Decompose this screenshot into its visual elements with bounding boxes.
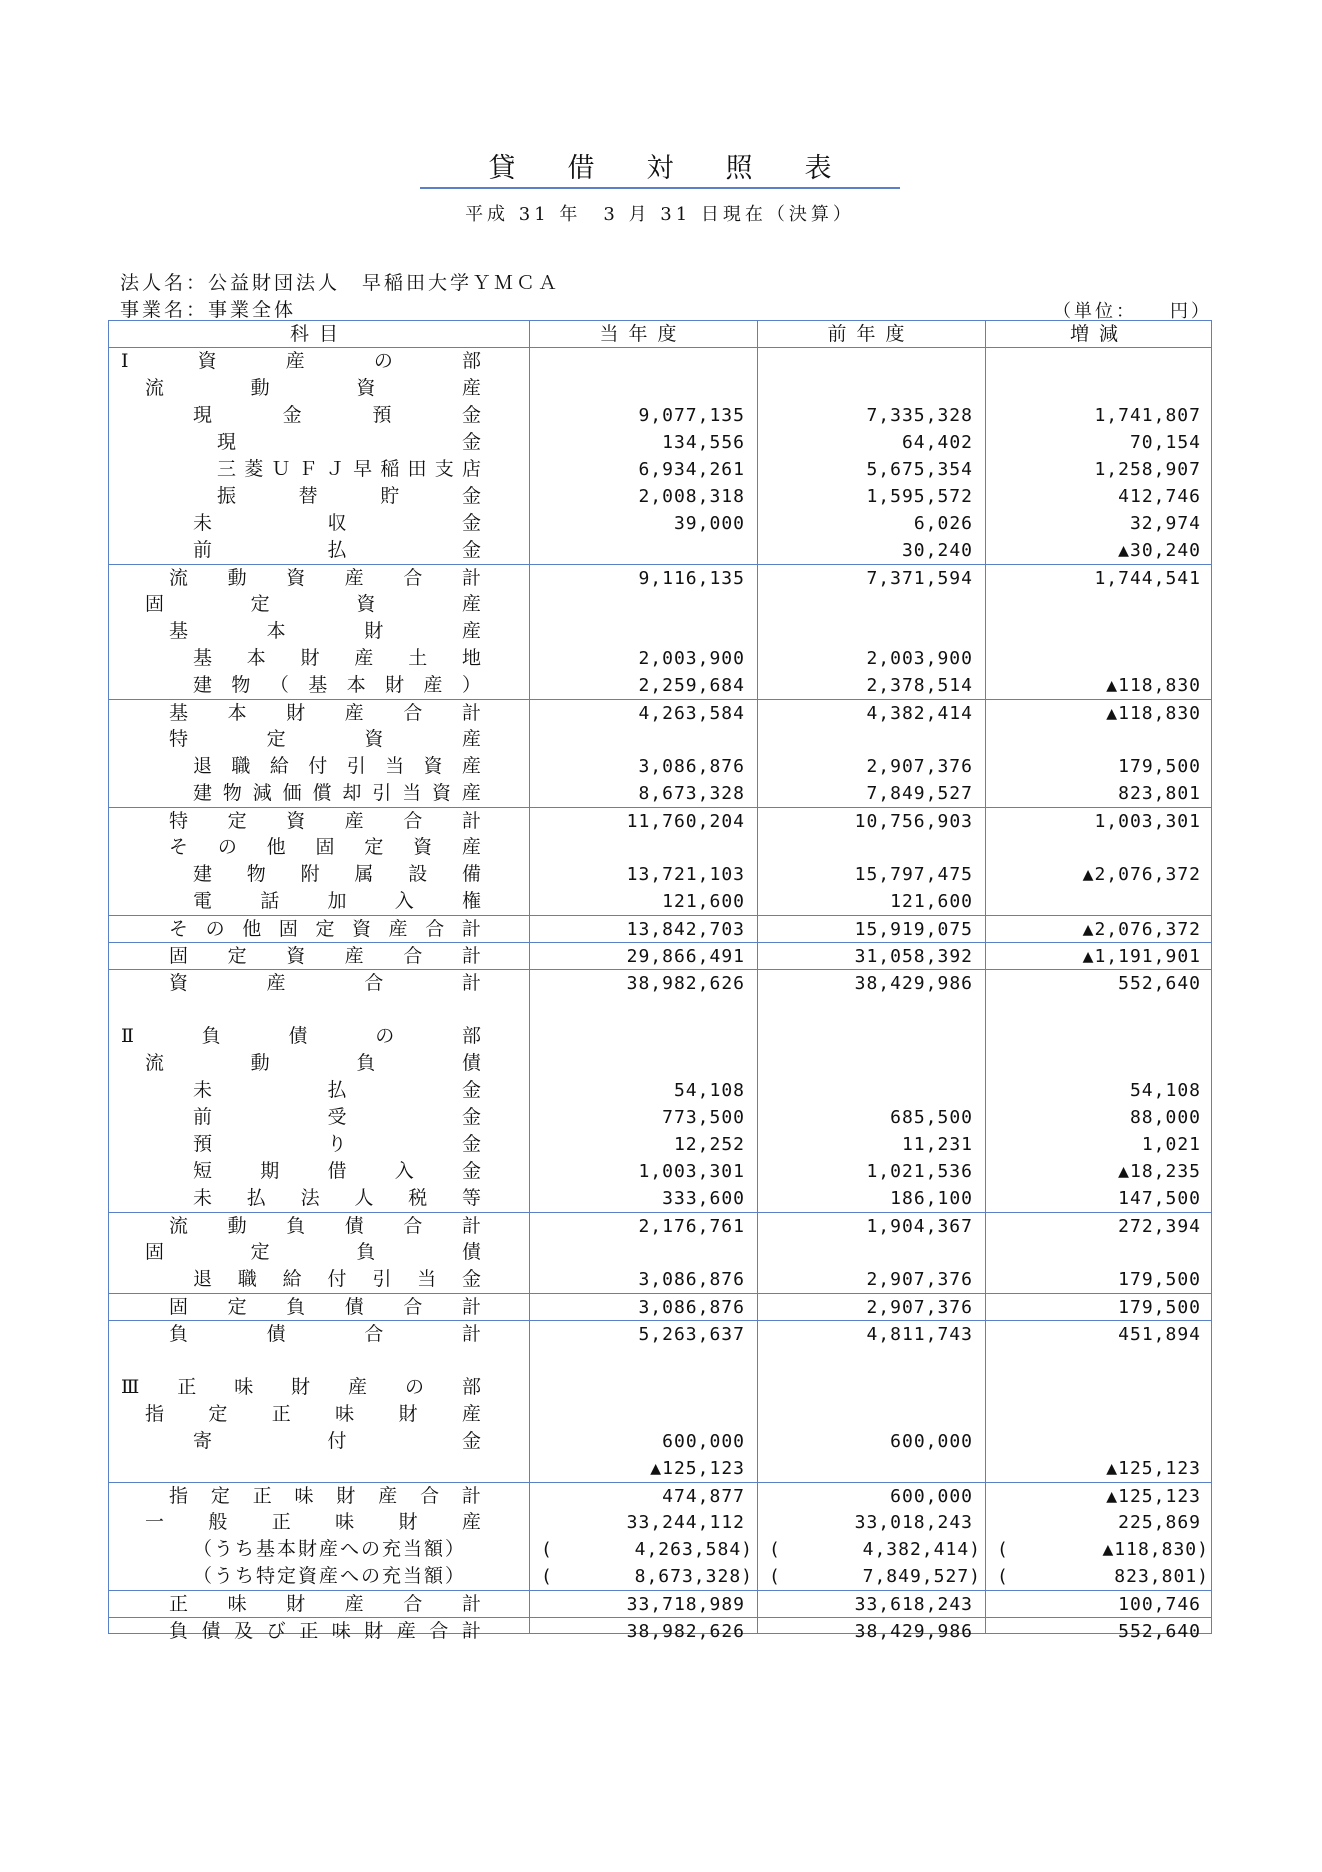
row-label: 三 菱 Ｕ Ｆ Ｊ 早 稲 田 支 店 — [217, 458, 481, 480]
change-value: 1,741,807 — [1094, 405, 1201, 426]
row-label: （うち特定資産への充当額） — [193, 1565, 467, 1587]
row-label: 負 債 及 び 正 味 財 産 合 計 — [169, 1620, 481, 1642]
change-value — [985, 1023, 1201, 1050]
table-row — [109, 510, 1211, 537]
previous-year-value: 121,600 — [890, 891, 973, 912]
table-row — [109, 861, 1211, 888]
change-value: ▲1,191,901 — [1082, 946, 1201, 967]
change-value: ▲18,235 — [1118, 1161, 1201, 1182]
row-label: 預 り 金 — [193, 1133, 481, 1155]
previous-year-value: 4,811,743 — [866, 1324, 973, 1345]
table-row — [109, 996, 1211, 1023]
row-label: 固 定 負 債 合 計 — [169, 1296, 481, 1318]
row-label: 資 産 合 計 — [169, 972, 481, 994]
row-label: 固 定 資 産 — [145, 593, 481, 615]
change-value — [985, 375, 1201, 402]
change-value: 54,108 — [1129, 1080, 1201, 1101]
balance-sheet-table — [108, 320, 1212, 1642]
change-value — [985, 888, 1201, 915]
change-value: 179,500 — [1118, 1269, 1201, 1290]
previous-year-value — [757, 375, 973, 402]
previous-year-value: 7,335,328 — [866, 405, 973, 426]
row-label: 前 受 金 — [193, 1106, 481, 1128]
previous-year-value — [757, 1077, 973, 1104]
current-year-value: 12,252 — [673, 1134, 745, 1155]
current-year-value — [529, 1347, 745, 1374]
previous-year-value: 2,907,376 — [866, 1297, 973, 1318]
row-label: 現 金 預 金 — [193, 404, 481, 426]
table-row — [109, 618, 1211, 645]
current-year-value — [529, 591, 745, 618]
total-row — [109, 1482, 1211, 1510]
header-previous-year: 前年度 — [827, 323, 915, 345]
previous-year-value — [757, 1023, 973, 1050]
previous-year-value: 6,026 — [913, 513, 973, 534]
current-year-value: 1,003,301 — [638, 1161, 745, 1182]
row-label: 指 定 正 味 財 産 合 計 — [169, 1485, 481, 1507]
table-row — [109, 429, 1211, 456]
current-year-value: 38,982,626 — [626, 973, 745, 994]
previous-year-value: 33,618,243 — [854, 1594, 973, 1615]
row-label: 一 般 正 味 財 産 — [145, 1511, 481, 1533]
table-row — [109, 1239, 1211, 1266]
change-value — [985, 1401, 1201, 1428]
open-paren: ( — [769, 1566, 780, 1587]
change-value: ▲125,123 — [1106, 1486, 1201, 1507]
change-value: ▲118,830) — [1102, 1539, 1209, 1560]
row-label: 固 定 資 産 合 計 — [169, 945, 481, 967]
table-row — [109, 1509, 1211, 1536]
previous-year-value: 10,756,903 — [854, 811, 973, 832]
row-label: 退 職 給 付 引 当 資 産 — [193, 755, 481, 777]
table-row — [109, 1428, 1211, 1455]
change-value: ▲30,240 — [1118, 540, 1201, 561]
change-value — [985, 1347, 1201, 1374]
change-value: 88,000 — [1129, 1107, 1201, 1128]
previous-year-value — [757, 348, 973, 375]
change-value: ▲2,076,372 — [1082, 864, 1201, 885]
previous-year-value: 2,003,900 — [866, 648, 973, 669]
row-label: 基 本 財 産 土 地 — [193, 647, 481, 669]
row-label: 振 替 貯 金 — [217, 485, 481, 507]
row-label: 前 払 金 — [193, 539, 481, 561]
previous-year-value — [757, 1239, 973, 1266]
row-label: 特 定 資 産 合 計 — [169, 810, 481, 832]
row-label: 短 期 借 入 金 — [193, 1160, 481, 1182]
change-value: 823,801) — [1114, 1566, 1209, 1587]
current-year-value — [529, 1401, 745, 1428]
current-year-value: 5,263,637 — [638, 1324, 745, 1345]
table-row — [109, 780, 1211, 807]
row-label: 流 動 負 債 合 計 — [169, 1215, 481, 1237]
table-header — [109, 321, 1211, 348]
current-year-value: 6,934,261 — [638, 459, 745, 480]
header-change: 増減 — [1069, 323, 1128, 345]
row-label: そ の 他 固 定 資 産 — [169, 836, 481, 858]
as-of-date: 平成 31 年 3 月 31 日現在（決算） — [465, 204, 855, 225]
change-value: ▲118,830 — [1106, 703, 1201, 724]
row-label: 未 収 金 — [193, 512, 481, 534]
row-label: 建 物 （ 基 本 財 産 ） — [193, 674, 481, 696]
current-year-value: 3,086,876 — [638, 1297, 745, 1318]
row-label: 負 債 合 計 — [169, 1323, 481, 1345]
open-paren: ( — [997, 1539, 1008, 1560]
current-year-value — [529, 1239, 745, 1266]
open-paren: ( — [541, 1539, 552, 1560]
previous-year-value: 11,231 — [901, 1134, 973, 1155]
row-label: Ⅰ 資 産 の 部 — [121, 350, 481, 372]
row-label: そ の 他 固 定 資 産 合 計 — [169, 918, 481, 940]
row-label: （うち基本財産への充当額） — [193, 1538, 467, 1560]
previous-year-value: 5,675,354 — [866, 459, 973, 480]
current-year-value — [529, 996, 745, 1023]
row-label: 流 動 資 産 — [145, 377, 481, 399]
current-year-value: 9,077,135 — [638, 405, 745, 426]
row-label: 基 本 財 産 — [169, 620, 481, 642]
table-row — [109, 1266, 1211, 1293]
previous-year-value — [757, 1347, 973, 1374]
change-value: 1,744,541 — [1094, 568, 1201, 589]
total-row — [109, 1320, 1211, 1348]
table-row — [109, 591, 1211, 618]
current-year-value: 2,003,900 — [638, 648, 745, 669]
table-row — [109, 888, 1211, 915]
previous-year-value: 1,595,572 — [866, 486, 973, 507]
previous-year-value — [757, 1050, 973, 1077]
change-value — [985, 726, 1201, 753]
change-value: 823,801 — [1118, 783, 1201, 804]
row-label: 指 定 正 味 財 産 — [145, 1403, 481, 1425]
table-row — [109, 402, 1211, 429]
previous-year-value: 7,849,527 — [866, 783, 973, 804]
table-row — [109, 726, 1211, 753]
current-year-value: 54,108 — [673, 1080, 745, 1101]
row-label: 流 動 資 産 合 計 — [169, 567, 481, 589]
previous-year-value — [757, 1401, 973, 1428]
current-year-value: 2,259,684 — [638, 675, 745, 696]
current-year-value: 333,600 — [662, 1188, 745, 1209]
row-label: 建 物 減 価 償 却 引 当 資 産 — [193, 782, 481, 804]
current-year-value: 9,116,135 — [638, 568, 745, 589]
table-row — [109, 1374, 1211, 1401]
change-value — [985, 996, 1201, 1023]
table-row — [109, 753, 1211, 780]
document-title: 貸借対照表 — [420, 152, 900, 189]
current-year-value: 33,244,112 — [626, 1512, 745, 1533]
total-row — [109, 564, 1211, 592]
previous-year-value: 685,500 — [890, 1107, 973, 1128]
current-year-value: 38,982,626 — [626, 1621, 745, 1642]
header-item: 科目 — [289, 323, 348, 345]
previous-year-value: 15,797,475 — [854, 864, 973, 885]
table-row — [109, 348, 1211, 375]
previous-year-value: 7,849,527) — [862, 1566, 981, 1587]
current-year-value: ▲125,123 — [650, 1458, 745, 1479]
table-row — [109, 1347, 1211, 1374]
current-year-value — [529, 1050, 745, 1077]
row-label: 流 動 負 債 — [145, 1052, 481, 1074]
change-value: 1,003,301 — [1094, 811, 1201, 832]
row-label: Ⅲ 正 味 財 産 の 部 — [121, 1376, 481, 1398]
previous-year-value — [757, 1374, 973, 1401]
open-paren: ( — [541, 1566, 552, 1587]
current-year-value: 600,000 — [662, 1431, 745, 1452]
current-year-value: 773,500 — [662, 1107, 745, 1128]
open-paren: ( — [769, 1539, 780, 1560]
previous-year-value: 38,429,986 — [854, 973, 973, 994]
current-year-value: 33,718,989 — [626, 1594, 745, 1615]
table-row — [109, 1104, 1211, 1131]
current-year-value: 474,877 — [662, 1486, 745, 1507]
current-year-value: 2,176,761 — [638, 1216, 745, 1237]
table-row — [109, 1131, 1211, 1158]
previous-year-value — [757, 1455, 973, 1482]
previous-year-value: 600,000 — [890, 1431, 973, 1452]
current-year-value: 3,086,876 — [638, 1269, 745, 1290]
table-row — [109, 645, 1211, 672]
previous-year-value: 600,000 — [890, 1486, 973, 1507]
change-value: 179,500 — [1118, 756, 1201, 777]
previous-year-value: 64,402 — [901, 432, 973, 453]
change-value — [985, 834, 1201, 861]
total-row — [109, 699, 1211, 727]
current-year-value — [529, 375, 745, 402]
row-label: 正 味 財 産 合 計 — [169, 1593, 481, 1615]
change-value — [985, 1050, 1201, 1077]
current-year-value: 29,866,491 — [626, 946, 745, 967]
table-row — [109, 375, 1211, 402]
previous-year-value: 1,904,367 — [866, 1216, 973, 1237]
current-year-value — [529, 618, 745, 645]
total-row — [109, 1293, 1211, 1321]
current-year-value: 3,086,876 — [638, 756, 745, 777]
change-value: ▲2,076,372 — [1082, 919, 1201, 940]
change-value: 1,021 — [1141, 1134, 1201, 1155]
previous-year-value: 31,058,392 — [854, 946, 973, 967]
previous-year-value: 33,018,243 — [854, 1512, 973, 1533]
previous-year-value: 7,371,594 — [866, 568, 973, 589]
change-value: ▲125,123 — [1106, 1458, 1201, 1479]
current-year-value: 13,721,103 — [626, 864, 745, 885]
change-value: 70,154 — [1129, 432, 1201, 453]
row-label: 建 物 附 属 設 備 — [193, 863, 481, 885]
row-label: 未 払 金 — [193, 1079, 481, 1101]
row-label: 基 本 財 産 合 計 — [169, 702, 481, 724]
previous-year-value: 186,100 — [890, 1188, 973, 1209]
total-row — [109, 1212, 1211, 1240]
change-value: 179,500 — [1118, 1297, 1201, 1318]
change-value: 272,394 — [1118, 1216, 1201, 1237]
current-year-value: 4,263,584) — [634, 1539, 753, 1560]
change-value: ▲118,830 — [1106, 675, 1201, 696]
row-label: 特 定 資 産 — [169, 728, 481, 750]
previous-year-value: 2,378,514 — [866, 675, 973, 696]
change-value — [985, 348, 1201, 375]
change-value — [985, 1239, 1201, 1266]
row-label: 寄 付 金 — [193, 1430, 481, 1452]
header-current-year: 当年度 — [599, 323, 687, 345]
previous-year-value: 4,382,414 — [866, 703, 973, 724]
current-year-value: 134,556 — [662, 432, 745, 453]
current-year-value — [529, 726, 745, 753]
table-row — [109, 672, 1211, 699]
total-row — [109, 969, 1211, 997]
total-row — [109, 942, 1211, 970]
row-label: Ⅱ 負 債 の 部 — [121, 1025, 481, 1047]
current-year-value — [529, 348, 745, 375]
previous-year-value — [757, 591, 973, 618]
change-value: 1,258,907 — [1094, 459, 1201, 480]
row-label: 未 払 法 人 税 等 — [193, 1187, 481, 1209]
previous-year-value: 30,240 — [901, 540, 973, 561]
table-row — [109, 1158, 1211, 1185]
change-value — [985, 1428, 1201, 1455]
current-year-value: 2,008,318 — [638, 486, 745, 507]
current-year-value: 11,760,204 — [626, 811, 745, 832]
table-row — [109, 1050, 1211, 1077]
current-year-value: 8,673,328 — [638, 783, 745, 804]
table-row — [109, 1455, 1211, 1482]
previous-year-value — [757, 996, 973, 1023]
change-value: 451,894 — [1118, 1324, 1201, 1345]
previous-year-value — [757, 834, 973, 861]
current-year-value — [529, 834, 745, 861]
previous-year-value: 2,907,376 — [866, 1269, 973, 1290]
current-year-value — [529, 1023, 745, 1050]
row-label: 固 定 負 債 — [145, 1241, 481, 1263]
table-row — [109, 1077, 1211, 1104]
table-row — [109, 1023, 1211, 1050]
current-year-value — [529, 1374, 745, 1401]
previous-year-value: 1,021,536 — [866, 1161, 973, 1182]
unit-label: （単位： 円） — [1053, 301, 1212, 322]
row-label: 電 話 加 入 権 — [193, 890, 481, 912]
corporation-name: 法人名：公益財団法人 早稲田大学ＹＭＣＡ — [120, 272, 561, 294]
change-value — [985, 1374, 1201, 1401]
total-row — [109, 1617, 1211, 1645]
open-paren: ( — [997, 1566, 1008, 1587]
current-year-value — [529, 537, 745, 564]
row-label: 現 金 — [217, 431, 481, 453]
row-label: 退 職 給 付 引 当 金 — [193, 1268, 481, 1290]
change-value: 100,746 — [1118, 1594, 1201, 1615]
table-row — [109, 1563, 1211, 1590]
table-row — [109, 1536, 1211, 1563]
table-row — [109, 456, 1211, 483]
change-value — [985, 618, 1201, 645]
total-row — [109, 915, 1211, 943]
previous-year-value: 2,907,376 — [866, 756, 973, 777]
current-year-value: 39,000 — [673, 513, 745, 534]
previous-year-value: 4,382,414) — [862, 1539, 981, 1560]
table-row — [109, 834, 1211, 861]
change-value: 147,500 — [1118, 1188, 1201, 1209]
change-value: 552,640 — [1118, 973, 1201, 994]
previous-year-value — [757, 726, 973, 753]
business-name: 事業名：事業全体 — [120, 299, 297, 321]
change-value — [985, 591, 1201, 618]
change-value: 32,974 — [1129, 513, 1201, 534]
table-row — [109, 1185, 1211, 1212]
change-value: 412,746 — [1118, 486, 1201, 507]
table-row — [109, 537, 1211, 564]
change-value: 225,869 — [1118, 1512, 1201, 1533]
change-value — [985, 645, 1201, 672]
current-year-value: 13,842,703 — [626, 919, 745, 940]
current-year-value: 4,263,584 — [638, 703, 745, 724]
change-value: 552,640 — [1118, 1621, 1201, 1642]
table-row — [109, 483, 1211, 510]
table-row — [109, 1401, 1211, 1428]
previous-year-value: 15,919,075 — [854, 919, 973, 940]
previous-year-value — [757, 618, 973, 645]
total-row — [109, 807, 1211, 835]
previous-year-value: 38,429,986 — [854, 1621, 973, 1642]
total-row — [109, 1590, 1211, 1618]
current-year-value: 121,600 — [662, 891, 745, 912]
current-year-value: 8,673,328) — [634, 1566, 753, 1587]
